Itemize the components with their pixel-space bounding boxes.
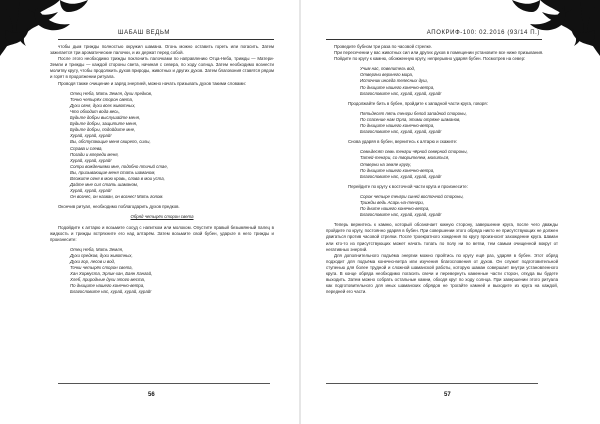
verse-line: Пятьдесят пять тенгри белой западной стороны, [360,110,467,116]
page-number: 57 [444,392,451,398]
verse-line: Вы, обступающие меня свирепо, силы, [70,139,151,145]
verse-line: Источник иногда телесных душ, [360,78,428,84]
paragraph: Пойдите по кругу к камню, обожженную кругу, непрерывно ударяя бубен. Посмотрев на север: [334,56,526,62]
verse-line: По дните нашего конечно-ветра, [360,206,430,212]
instruction: Перейдите по кругу к восточной части круга и произнесите: [348,183,468,189]
verse-line: Вложите огня в мою кровь, слова в мои уста, [70,175,165,181]
verse-line: Хурай, хурай, хурай! [70,188,112,194]
verse-line: Благословите нас, хурай, хурай, хурай! [360,173,442,179]
verse-line: Духи огня, духи всех животных, [70,102,136,108]
paragraph: Окончив ритуал, необходимо поблагодарить духов предков. [58,204,180,210]
verse-line: По дниците нашего конечно-ветра, [70,283,145,289]
verse-line: Благословите нас, хурай, хурай, хурай! [360,212,442,218]
verse-line: По спасение нам Орла, этими отряже шаманов, [360,116,461,122]
verse-line: По дниците нашего конечно-ветра, [360,167,435,173]
right-page [300,0,600,424]
verse-line: Хлеб, природные духи этого места, [70,277,146,283]
verse-line: Справа и слева, [70,145,103,151]
right-page-body [326,44,558,295]
verse-line: Хурай, хурай, хурай! [70,133,112,139]
verse-line: Благословите нас, хурай, хурай, хурай! [70,289,152,295]
invocation-west [360,111,558,135]
invocation-verse [70,247,274,296]
footer-rule [326,383,538,384]
section-title: Обряд четырёх сторон света [130,214,194,220]
invocation-north [360,66,558,96]
verse-line: Сотри вождениями мне, подобно птичий стае, [70,163,168,169]
paragraph: Проведите бубном три раза по часовой стрелке. [334,44,433,49]
verse-line: Отец Неба, Мать Земля, духи предков, [70,90,153,96]
verse-line: Дайте мне сил стать шаманом, [70,182,139,188]
verse-line: Хурай, хурай, хурай! [70,157,112,163]
paragraph: чтобы дым трижды полностью окружил шамана. Огонь можно оставить гореть или погасить. Затем зажигается три ароматические палочки, и их держат перед собой. [50,44,274,56]
verse-line: Трижды ведь Асарь-на-тенгри, [360,199,425,205]
paragraph: Подойдите к алтарю и возьмите сосуд с напитком или молоком. Опустите правый безымянный палец в жидкость и трижды встряхните его над алтарём. Затем возьмите свой бубен, ударьте в него трижды и произнесите: [50,224,274,242]
paragraph: После этого необходимо трижды поклонить палочками по направлению Отца-Неба, трижды — Матери-Земли и трижды — каждой стороны света, начиная с севера, по ходу солнца. Затем необходимо вознести молитву кругу, чтобы продолжить духов природы, животных и других духов. Затем благовония ставятся рядом и горят в продолжении ритуала. [50,56,274,80]
verse-line: Отверни на земле кругу, [360,161,412,167]
header-rule [58,39,274,40]
invocation-verse [70,91,274,201]
invocation-south [360,149,558,179]
invocation-east [360,194,558,218]
verse-line: Благословите нас, хурай, хурай, хурай! [360,129,442,135]
instruction: Снова ударяя в бубен, вернитесь к алтарю и скажите: [348,139,458,145]
verse-line: Духи предков, духи животных, [70,252,133,258]
verse-line: Позади и впереди меня, [70,151,119,157]
paragraph: Для дополнительного подъёма энергии можно пройтись по кругу ещё раз, ударяя в бубен. Этот обряд подходит для подъёма конечно-ветра или изучения благословения от духов. Он служит подготовительной ступенью для более трудной и сложной шаманской работы, которую шаман совершает внутри установленного круга. В конце обряда необходимо погасить свечи и перевернуть каменные части сторон, откуда вы будете выходить. Затем можно собрать остальные камни, обходя круг по ходу солнца. При завершении этого ритуала как подготовительного для иных шаманских обрядов не трогайте камней и выходите из круга на каждой, передней его части. [326,252,558,295]
verse-line: Благословите нас, хурай, хурай, хурай! [360,90,442,96]
verse-line: По дниците нашего конечно-ветра, [360,123,435,129]
paragraph: Теперь вернитесь к камню, который обозначает южную сторону, завершение круга, после чего дважды пройдите по кругу, постоянно ударяя в бубен. При совершении этого обряда никто не присутствующих не должен двигаться против часовой стрелки. После троекратного хождения по кругу произносит захождение круга. Шаман или кто-то из присутствующих может начать топать по полу ни по ветви, тем самым очищенной вокруг от негативных энергий. [326,222,558,252]
verse-line: Точки четырёх сторон света, [70,265,133,271]
verse-line: Семьдесят семь тенгри чёрной северной стороны, [360,149,468,155]
verse-line: Хан Хормуста, Эрлик-хан, Баян Хангай, [70,271,153,277]
verse-line: Отец Неба, Мать Земля, [70,246,124,252]
running-header: ШАБАШ ВЕДЬМ [118,30,170,36]
paragraph: Проводя также очищение и заряд энергией, можно начать призывать духов такими словами: [58,80,246,86]
verse-line: Татей-тенгри, со творителем, молиться, [360,155,450,161]
verse-line: Что обходит вода весь, [70,108,120,114]
verse-line: Точно четырёх сторон света, [70,96,134,102]
header-rule [326,39,542,40]
verse-line: Отвергни верхнего мира, [360,72,414,78]
paragraph: При пересечении у вас животных сил или других духов в помещении установите все ниже призывания. [334,50,544,56]
verse-line: Сорок четыре тенгри синей восточной стороны, [360,193,464,199]
instruction: Продолжайте бить в бубен, пройдите к западной части круга, говоря: [348,100,488,106]
verse-line: Учим нас, повелитель вод, [360,66,416,72]
verse-line: Духи гор, лесов и вод, [70,259,116,264]
verse-line: Он вознес, он назван, он вознес! Мать голом. [70,194,164,200]
footer-rule [58,383,270,384]
left-page-body [50,44,274,296]
verse-line: Будьте добры выслушайте меня, [70,115,141,121]
verse-line: По дниците нашего конечно-ветра, [360,84,435,90]
verse-line: Будьте добры, подойдите мне, [70,127,136,133]
verse-line: Вы, призывающие меня стать шаманом, [70,169,156,175]
verse-line: Будьте добры, защитите меня, [70,121,138,127]
page-number: 56 [148,392,155,398]
running-header: АПОКРИФ-100: 02.2016 (93/14 П.) [426,30,540,36]
